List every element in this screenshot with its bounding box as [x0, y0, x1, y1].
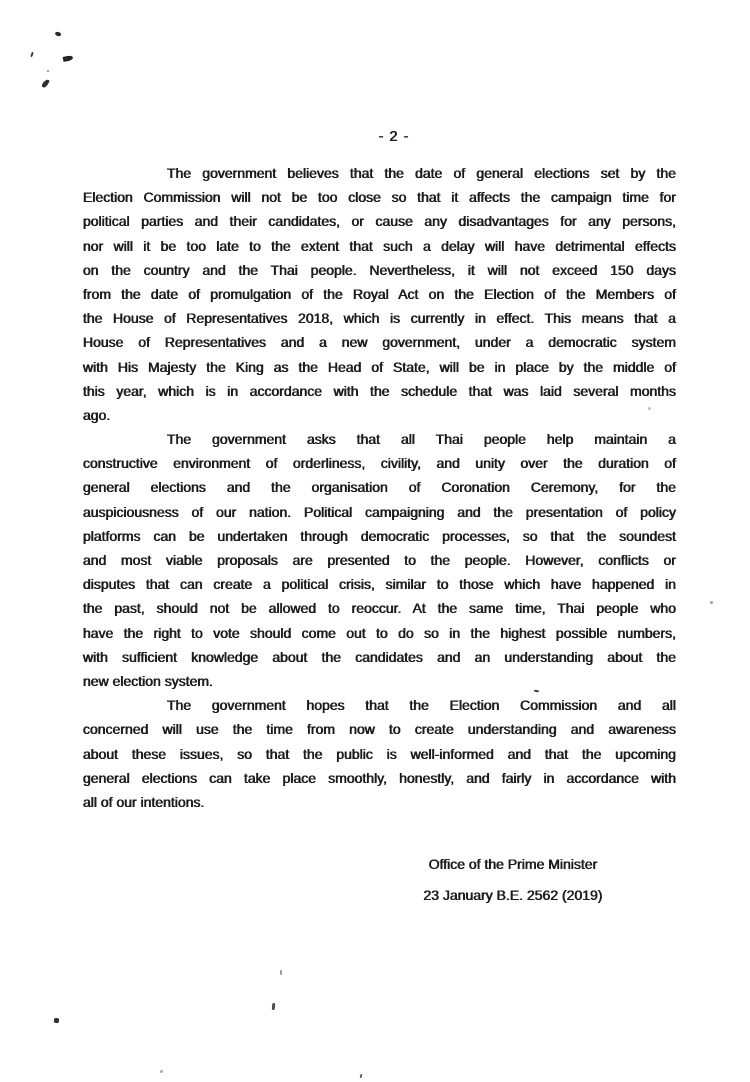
text-line: political parties and their candidates, or cause any disadvantages for any persons,: [83, 213, 676, 230]
signature-block: [403, 849, 623, 911]
text-line: The government asks that all Thai people help maintain a: [167, 431, 676, 448]
scan-speck: [54, 31, 61, 37]
scan-speck: [280, 970, 282, 975]
scan-speck: [47, 70, 49, 72]
text-line: have the right to vote should come out to do so in the highest possible numbers,: [83, 624, 676, 641]
scan-speck: [160, 1070, 163, 1073]
scan-speck: [63, 55, 74, 62]
text-line: new election system.: [83, 672, 213, 689]
text-line: auspiciousness of our nation. Political campaigning and the presentation of policy: [83, 503, 676, 520]
text-line: on the country and the Thai people. Nevertheless, it will not exceed 150 days: [83, 261, 676, 278]
text-line: with sufficient knowledge about the candidates and an understanding about the: [83, 648, 676, 665]
document-body: [83, 161, 676, 814]
text-line: all of our intentions.: [83, 793, 205, 810]
scan-speck: [648, 407, 651, 410]
signature-date: 23 January B.E. 2562 (2019): [423, 887, 603, 903]
text-line: platforms can be undertaken through democratic processes, so that the soundest: [83, 527, 676, 544]
text-line: general elections and the organisation of Coronation Ceremony, for the: [83, 479, 676, 496]
text-line: disputes that can create a political crisis, similar to those which have happened in: [83, 576, 676, 593]
scan-speck: [360, 1074, 363, 1078]
text-line: ago.: [83, 406, 111, 423]
text-line: The government believes that the date of general elections set by the: [167, 165, 676, 181]
scan-speck: [41, 78, 50, 88]
text-line: from the date of promulgation of the Royal Act on the Election of the Members of: [83, 285, 676, 302]
text-line: this year, which is in accordance with the schedule that was laid several months: [83, 382, 676, 399]
text-line: Election Commission will not be too close so that it affects the campaign time for: [83, 189, 676, 206]
text-line: nor will it be too late to the extent that such a delay will have detrimental effects: [83, 237, 676, 254]
scan-speck: [54, 1018, 60, 1024]
text-line: House of Representatives and a new government, under a democratic system: [83, 334, 676, 351]
text-line: with His Majesty the King as the Head of State, will be in place by the middle of: [83, 358, 676, 375]
text-line: The government hopes that the Election Commission and all: [167, 697, 676, 714]
text-line: and most viable proposals are presented to the people. However, conflicts or: [83, 552, 676, 568]
text-line: constructive environment of orderliness, civility, and unity over the duration of: [83, 455, 676, 472]
scan-speck: [272, 1003, 276, 1010]
text-line: the past, should not be allowed to reoccur. At the same time, Thai people who: [83, 600, 676, 617]
scan-speck: [710, 601, 713, 604]
text-line: concerned will use the time from now to create understanding and awareness: [83, 721, 676, 738]
text-line: the House of Representatives 2018, which is currently in effect. This means that a: [83, 310, 676, 327]
text-line: general elections can take place smoothly, honestly, and fairly in accordance with: [83, 769, 676, 786]
page-number: - 2 -: [378, 129, 410, 145]
text-line: about these issues, so that the public is well-informed and that the upcoming: [83, 745, 676, 762]
scan-speck: [30, 52, 33, 57]
signature-org: Office of the Prime Minister: [428, 856, 598, 872]
